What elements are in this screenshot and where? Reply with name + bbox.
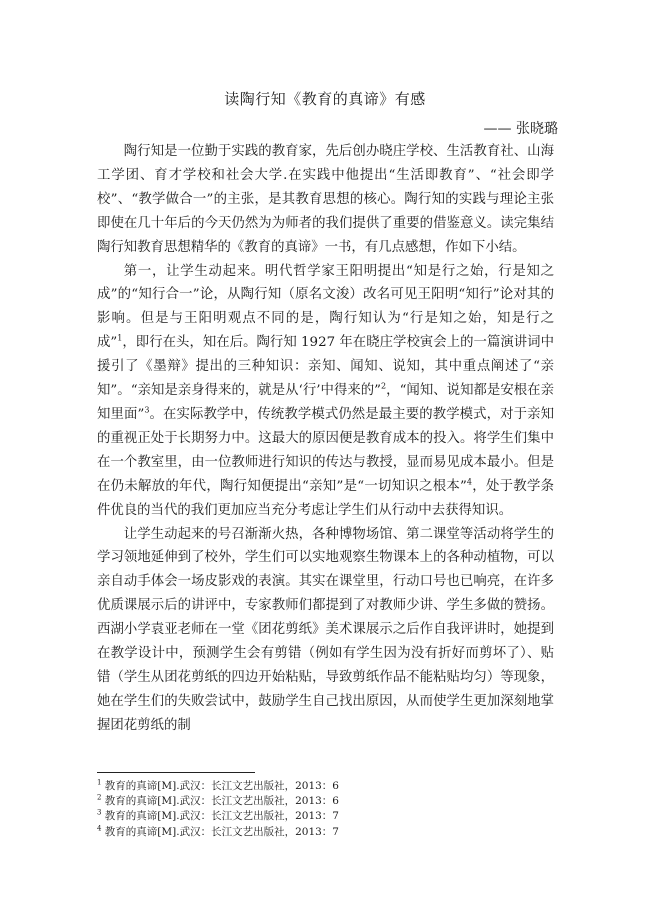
- footnote-divider: [97, 772, 255, 773]
- paragraph: [97, 260, 554, 523]
- paragraph-text: ，处于教学条件优良的当代的我们更加应当充分考虑让学生们从行动中去获得知识。: [97, 478, 555, 518]
- paragraph: [97, 140, 554, 260]
- footnote-item: [97, 779, 554, 794]
- paragraph-text: 陶行知是一位勤于实践的教育家，先后创办晓庄学校、生活教育社、山海工学团、育才学校和社会大学.在实践中他提出“生活即教育”、“社会即学校”、“教学做合一”的主张，是其教育思想的核心。陶行知的实践与理论主张即使在几十年后的今天仍然为为师者的我们提供了重要的借鉴意义。读完集结陶行知教育思想精华的《教育的真谛》一书，有几点感想，作如下小结。: [97, 144, 554, 255]
- footnote-reference[interactable]: 4: [466, 477, 472, 487]
- footnote-number: 2: [97, 793, 102, 802]
- footnotes: [97, 779, 554, 840]
- footnote-number: 4: [97, 824, 102, 833]
- footnote-reference[interactable]: 1: [117, 333, 123, 343]
- author-line: —— 张晓璐: [483, 121, 558, 137]
- footnote-item: [97, 825, 554, 840]
- paragraph: [97, 523, 554, 738]
- footnote-text: 教育的真谛[M].武汉：长江文艺出版社，2013：6: [101, 795, 339, 808]
- body-text: [97, 140, 554, 738]
- footnote-reference[interactable]: 3: [144, 405, 150, 415]
- paragraph-text: ，“闻知、说知都是安根在亲知里面”: [97, 383, 554, 422]
- paragraph-text: 让学生动起来的号召渐渐火热，各种博物场馆、第二课堂等活动将学生的学习领地延伸到了校外，学生们可以实地观察生物课本上的各种动植物，可以亲自动手体会一场皮影戏的表演。其实在课堂里，行动口号也已响亮，在许多优质课展示后的讲评中，专家教师们都提到了对教师少讲、学生多做的赞扬。西湖小学袁亚老师在一堂《团花剪纸》美术课展示之后作自我评讲时，她提到在教学设计中，预测学生会有剪错（例如有学生因为没有折好而剪坏了）、贴错（学生从团花剪纸的四边开始粘贴，导致剪纸作品不能粘贴均匀）等现象，她在学生们的失败尝试中，鼓励学生自己找出原因，从而使学生更加深刻地掌握团花剪纸的制: [97, 526, 554, 733]
- footnote-item: [97, 809, 554, 824]
- paragraph-text: ，即行在头，知在后。陶行知 1927 年在晓庄学校寅会上的一篇演讲词中援引了《墨辩》提出的三种知识：亲知、闻知、说知，其中重点阐述了“亲知”。“亲知是亲身得来的，就是从‘行’中得来的”: [97, 335, 554, 399]
- footnote-text: 教育的真谛[M].武汉：长江文艺出版社，2013：7: [101, 825, 339, 838]
- footnote-text: 教育的真谛[M].武汉：长江文艺出版社，2013：6: [101, 780, 339, 792]
- footnote-reference[interactable]: 2: [381, 381, 387, 391]
- paragraph-text: 。在实际教学中，传统教学模式仍然是最主要的教学模式，对于亲知的重视正处于长期努力中。这最大的原因便是教育成本的投入。将学生们集中在一个教室里，由一位教师进行知识的传达与教授，显而易见成本最小。但是在仍未解放的年代，陶行知便提出“亲知”是“一切知识之根本”: [97, 406, 554, 494]
- footnote-number: 1: [97, 778, 102, 787]
- paragraph-text: 第一，让学生动起来。明代哲学家王阳明提出“知是行之始，行是知之成”的“知行合一”论，从陶行知（原名文浚）改名可见王阳明“知行”论对其的影响。但是与王阳明观点不同的是，陶行知认为“行是知之始，知是行之成”: [97, 263, 554, 351]
- footnote-text: 教育的真谛[M].武汉：长江文艺出版社，2013：7: [101, 810, 339, 823]
- footnote-item: [97, 794, 554, 809]
- footnote-number: 3: [97, 808, 102, 817]
- document-title: 读陶行知《教育的真谛》有感: [224, 90, 426, 108]
